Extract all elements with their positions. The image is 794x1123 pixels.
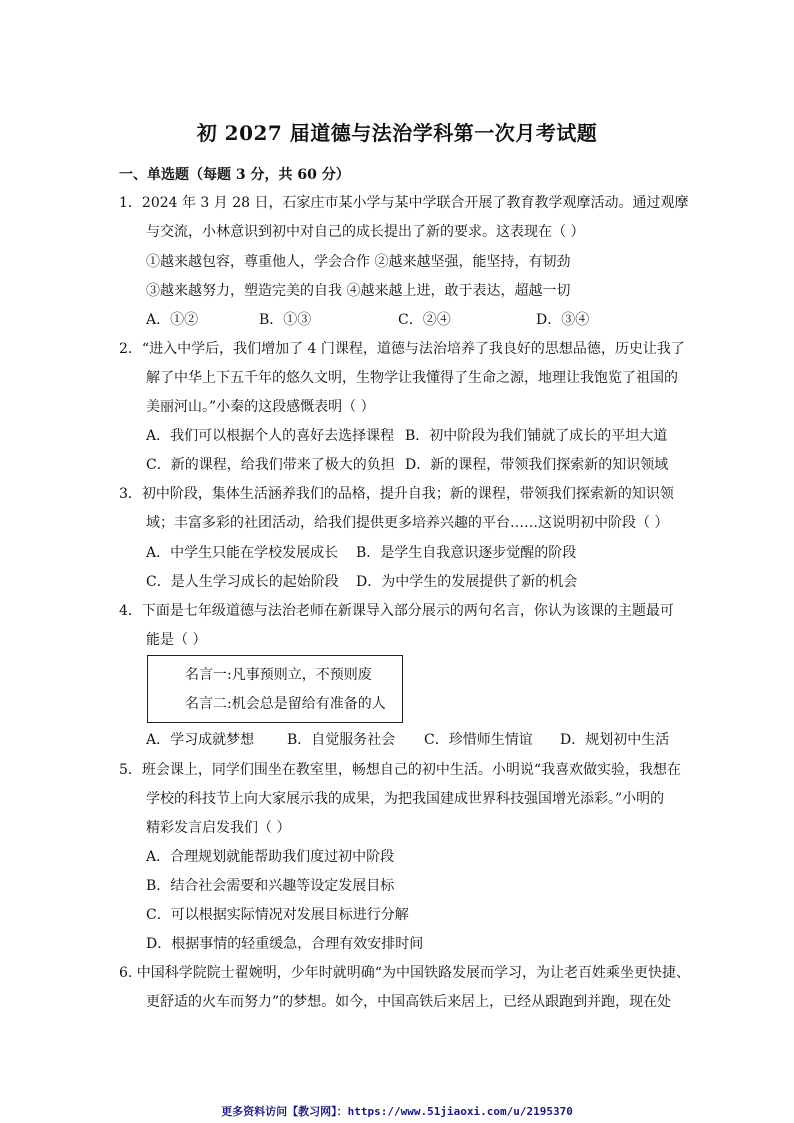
q1-option-d: D．③④: [536, 312, 590, 328]
q4-option-d: D．规划初中生活: [560, 732, 670, 748]
q1-statement-line-1: ①越来越包容，尊重他人，学会合作 ②越来越坚强，能坚持，有韧劲: [146, 254, 571, 270]
footer-link[interactable]: https://www.51jiaoxi.com/u/2195370: [347, 1105, 573, 1118]
q5-stem-line-1: 5．班会课上，同学们围坐在教室里，畅想自己的初中生活。小明说“我喜欢做实验，我想在: [119, 762, 682, 778]
quote-box: [147, 655, 403, 723]
quote-1: 名言一:凡事预则立，不预则废: [185, 667, 372, 683]
q3-option-a: A．中学生只能在学校发展成长: [146, 545, 339, 561]
q4-stem-line-2: 能是（ ）: [146, 632, 207, 648]
q5-option-d: D．根据事情的轻重缓急，合理有效安排时间: [146, 936, 424, 952]
q4-option-b: B．自觉服务社会: [287, 732, 396, 748]
q1-statement-line-2: ③越来越努力，塑造完美的自我 ④越来越上进，敢于表达，超越一切: [146, 283, 571, 299]
q1-stem-line-2: 与交流，小林意识到初中对自己的成长提出了新的要求。这表现在（ ）: [146, 224, 585, 240]
q1-option-c: C．②④: [398, 312, 451, 328]
q2-option-d: D．新的课程，带领我们探索新的知识领域: [405, 457, 669, 473]
quote-2: 名言二:机会总是留给有准备的人: [185, 696, 386, 712]
q2-option-b: B．初中阶段为我们铺就了成长的平坦大道: [405, 428, 668, 444]
q3-stem-line-2: 域；丰富多彩的社团活动，给我们提供更多培养兴趣的平台……这说明初中阶段（ ）: [146, 515, 669, 531]
q5-option-b: B．结合社会需要和兴趣等设定发展目标: [146, 878, 395, 894]
footer-prefix: 更多资料访问【教习网】：: [221, 1105, 348, 1118]
q2-option-c: C．新的课程，给我们带来了极大的负担: [146, 457, 395, 473]
q4-option-c: C．珍惜师生情谊: [424, 732, 533, 748]
q3-option-c: C．是人生学习成长的起始阶段: [146, 574, 339, 590]
q2-stem-line-2: 解了中华上下五千年的悠久文明，生物学让我懂得了生命之源，地理让我饱览了祖国的: [146, 370, 678, 386]
page-title: 初 2027 届道德与法治学科第一次月考试题: [196, 121, 598, 145]
q1-option-a: A．①②: [146, 312, 199, 328]
q5-option-c: C．可以根据实际情况对发展目标进行分解: [146, 907, 409, 923]
footer: [0, 1103, 794, 1119]
q5-option-a: A．合理规划就能帮助我们度过初中阶段: [146, 849, 395, 865]
q1-option-b: B．①③: [259, 312, 312, 328]
q3-option-b: B．是学生自我意识逐步觉醒的阶段: [356, 545, 577, 561]
q2-option-a: A．我们可以根据个人的喜好去选择课程: [146, 428, 395, 444]
q6-stem-line-1: 6. 中国科学院院士翟婉明，少年时就明确“为中国铁路发展而学习，为让老百姓乘坐更快捷、: [119, 965, 690, 981]
q5-stem-line-3: 精彩发言启发我们（ ）: [146, 820, 291, 836]
q5-stem-line-2: 学校的科技节上向大家展示我的成果，为把我国建成世界科技强国增光添彩。”小明的: [146, 791, 665, 807]
section-header: 一、单选题（每题 3 分，共 60 分）: [119, 167, 350, 183]
q6-stem-line-2: 更舒适的火车而努力”的梦想。如今，中国高铁后来居上，已经从跟跑到并跑，现在处: [146, 994, 672, 1010]
q2-stem-line-1: 2．“进入中学后，我们增加了 4 门课程，道德与法治培养了我良好的思想品德，历史让我了: [119, 341, 685, 357]
q2-stem-line-3: 美丽河山。”小秦的这段感慨表明（ ）: [146, 399, 375, 415]
q1-stem-line-1: 1．2024 年 3 月 28 日，石家庄市某小学与某中学联合开展了教育教学观摩活动。通过观摩: [119, 195, 689, 211]
q4-option-a: A．学习成就梦想: [146, 732, 255, 748]
q3-stem-line-1: 3．初中阶段，集体生活涵养我们的品格，提升自我；新的课程，带领我们探索新的知识领: [119, 486, 674, 502]
q4-stem-line-1: 4．下面是七年级道德与法治老师在新课导入部分展示的两句名言，你认为该课的主题最可: [119, 603, 674, 619]
q3-option-d: D．为中学生的发展提供了新的机会: [356, 574, 578, 590]
